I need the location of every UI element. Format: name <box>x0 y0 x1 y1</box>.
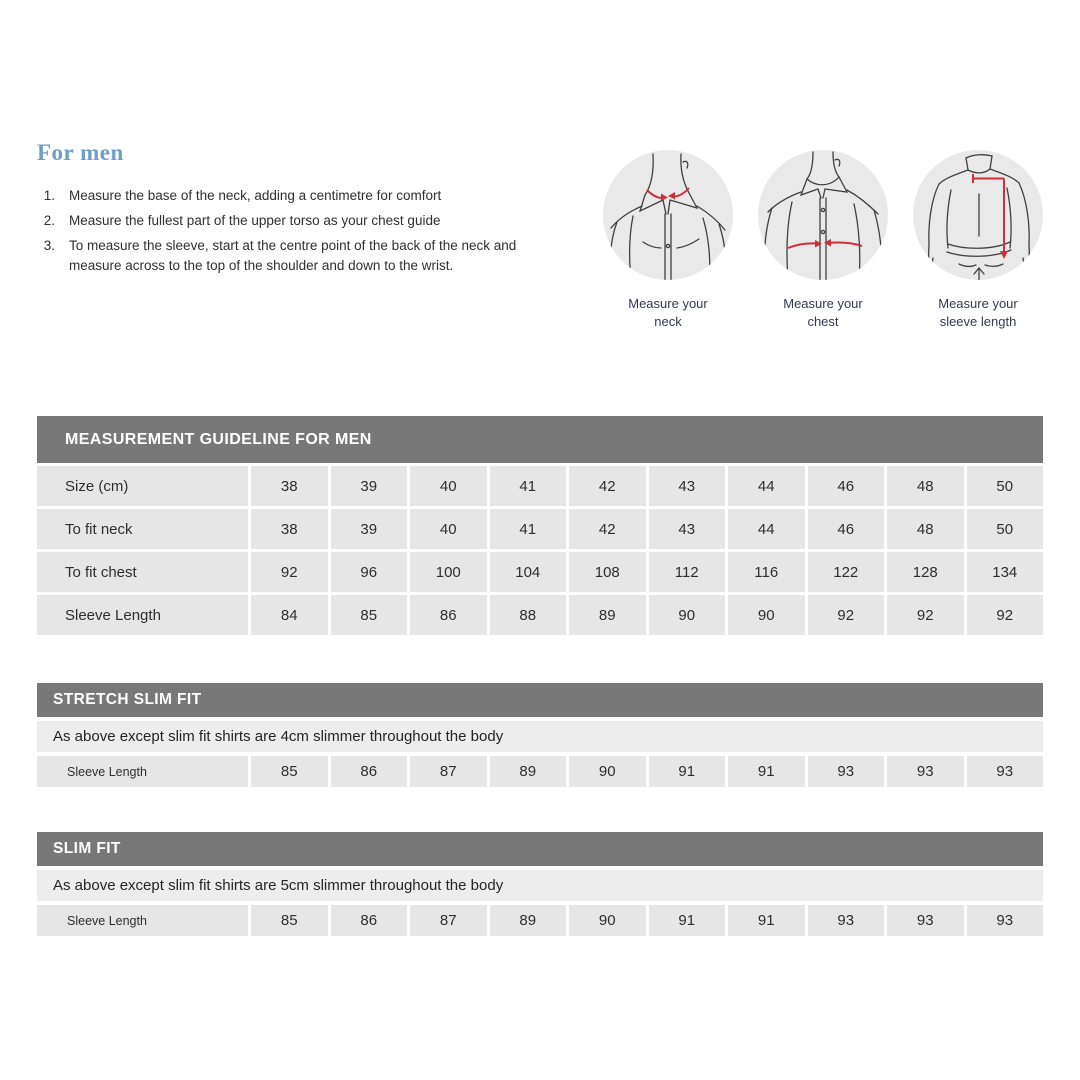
value-cell: 44 <box>728 466 805 506</box>
value-cell: 112 <box>649 552 726 592</box>
stretch-slim-fit-section <box>37 683 1043 787</box>
value-cell: 90 <box>569 756 646 787</box>
table-row <box>37 595 1043 635</box>
value-cell: 88 <box>490 595 567 635</box>
value-cell: 93 <box>808 905 885 936</box>
section-note: As above except slim fit shirts are 4cm slimmer throughout the body <box>37 721 1043 752</box>
value-cell: 44 <box>728 509 805 549</box>
row-label: Sleeve Length <box>37 905 248 936</box>
caption-line: Measure your <box>938 296 1018 311</box>
value-cell: 91 <box>649 756 726 787</box>
value-cell: 93 <box>808 756 885 787</box>
sleeve-measure-illustration <box>913 150 1043 280</box>
value-cell: 104 <box>490 552 567 592</box>
value-cell: 84 <box>251 595 328 635</box>
figure-neck <box>603 150 733 331</box>
section-table-body <box>37 756 1043 787</box>
value-cell: 86 <box>331 756 408 787</box>
instruction-number: 2. <box>43 213 55 228</box>
page-title: For men <box>37 140 124 165</box>
caption-line: sleeve length <box>939 314 1017 329</box>
table-body <box>37 466 1043 635</box>
value-cell: 46 <box>808 466 885 506</box>
table-row <box>37 466 1043 506</box>
value-cell: 93 <box>887 905 964 936</box>
value-cell: 39 <box>331 466 408 506</box>
value-cell: 87 <box>410 905 487 936</box>
value-cell: 42 <box>569 466 646 506</box>
caption-line: neck <box>654 314 682 329</box>
instruction-number: 3. <box>43 238 55 253</box>
value-cell: 92 <box>887 595 964 635</box>
instruction-item <box>37 186 549 206</box>
table-row <box>37 509 1043 549</box>
value-cell: 96 <box>331 552 408 592</box>
value-cell: 38 <box>251 466 328 506</box>
value-cell: 48 <box>887 509 964 549</box>
figure-caption <box>603 295 733 331</box>
row-label: To fit chest <box>37 552 248 592</box>
value-cell: 89 <box>490 756 567 787</box>
table-row <box>37 905 1043 936</box>
value-cell: 50 <box>967 509 1044 549</box>
value-cell: 43 <box>649 466 726 506</box>
value-cell: 42 <box>569 509 646 549</box>
value-cell: 100 <box>410 552 487 592</box>
value-cell: 93 <box>967 756 1044 787</box>
table-row <box>37 552 1043 592</box>
value-cell: 90 <box>649 595 726 635</box>
value-cell: 108 <box>569 552 646 592</box>
instruction-item <box>37 236 549 276</box>
value-cell: 91 <box>649 905 726 936</box>
value-cell: 134 <box>967 552 1044 592</box>
measurement-table <box>37 416 1043 635</box>
row-label: Sleeve Length <box>37 595 248 635</box>
value-cell: 48 <box>887 466 964 506</box>
instruction-text: To measure the sleeve, start at the centre point of the back of the neck and measure across to the top of the shoulder and down to the wrist. <box>69 238 517 273</box>
value-cell: 46 <box>808 509 885 549</box>
caption-line: Measure your <box>783 296 863 311</box>
chest-measure-illustration <box>758 150 888 280</box>
top-section <box>0 0 1080 331</box>
value-cell: 92 <box>808 595 885 635</box>
instruction-text: Measure the fullest part of the upper torso as your chest guide <box>69 213 441 228</box>
instruction-text: Measure the base of the neck, adding a centimetre for comfort <box>69 188 442 203</box>
value-cell: 91 <box>728 756 805 787</box>
value-cell: 122 <box>808 552 885 592</box>
value-cell: 89 <box>569 595 646 635</box>
section-header-bar: STRETCH SLIM FIT <box>37 683 1043 717</box>
value-cell: 40 <box>410 466 487 506</box>
value-cell: 50 <box>967 466 1044 506</box>
value-cell: 89 <box>490 905 567 936</box>
value-cell: 40 <box>410 509 487 549</box>
value-cell: 90 <box>728 595 805 635</box>
measure-figures <box>603 140 1043 331</box>
figure-caption <box>913 295 1043 331</box>
value-cell: 43 <box>649 509 726 549</box>
caption-line: Measure your <box>628 296 708 311</box>
section-note: As above except slim fit shirts are 5cm slimmer throughout the body <box>37 870 1043 901</box>
table-header-bar: MEASUREMENT GUIDELINE FOR MEN <box>37 416 1043 463</box>
intro-block <box>37 140 549 281</box>
value-cell: 91 <box>728 905 805 936</box>
section-header-bar: SLIM FIT <box>37 832 1043 866</box>
value-cell: 87 <box>410 756 487 787</box>
figure-chest <box>758 150 888 331</box>
instruction-item <box>37 211 549 231</box>
value-cell: 128 <box>887 552 964 592</box>
value-cell: 90 <box>569 905 646 936</box>
value-cell: 93 <box>967 905 1044 936</box>
value-cell: 86 <box>410 595 487 635</box>
section-table-body <box>37 905 1043 936</box>
row-label: Size (cm) <box>37 466 248 506</box>
neck-measure-illustration <box>603 150 733 280</box>
value-cell: 38 <box>251 509 328 549</box>
value-cell: 85 <box>331 595 408 635</box>
value-cell: 92 <box>967 595 1044 635</box>
value-cell: 85 <box>251 756 328 787</box>
value-cell: 85 <box>251 905 328 936</box>
value-cell: 92 <box>251 552 328 592</box>
value-cell: 41 <box>490 466 567 506</box>
figure-caption <box>758 295 888 331</box>
value-cell: 41 <box>490 509 567 549</box>
table-row <box>37 756 1043 787</box>
value-cell: 86 <box>331 905 408 936</box>
value-cell: 93 <box>887 756 964 787</box>
slim-fit-section <box>37 832 1043 936</box>
row-label: Sleeve Length <box>37 756 248 787</box>
caption-line: chest <box>807 314 839 329</box>
figure-sleeve <box>913 150 1043 331</box>
instruction-number: 1. <box>43 188 55 203</box>
value-cell: 39 <box>331 509 408 549</box>
row-label: To fit neck <box>37 509 248 549</box>
value-cell: 116 <box>728 552 805 592</box>
